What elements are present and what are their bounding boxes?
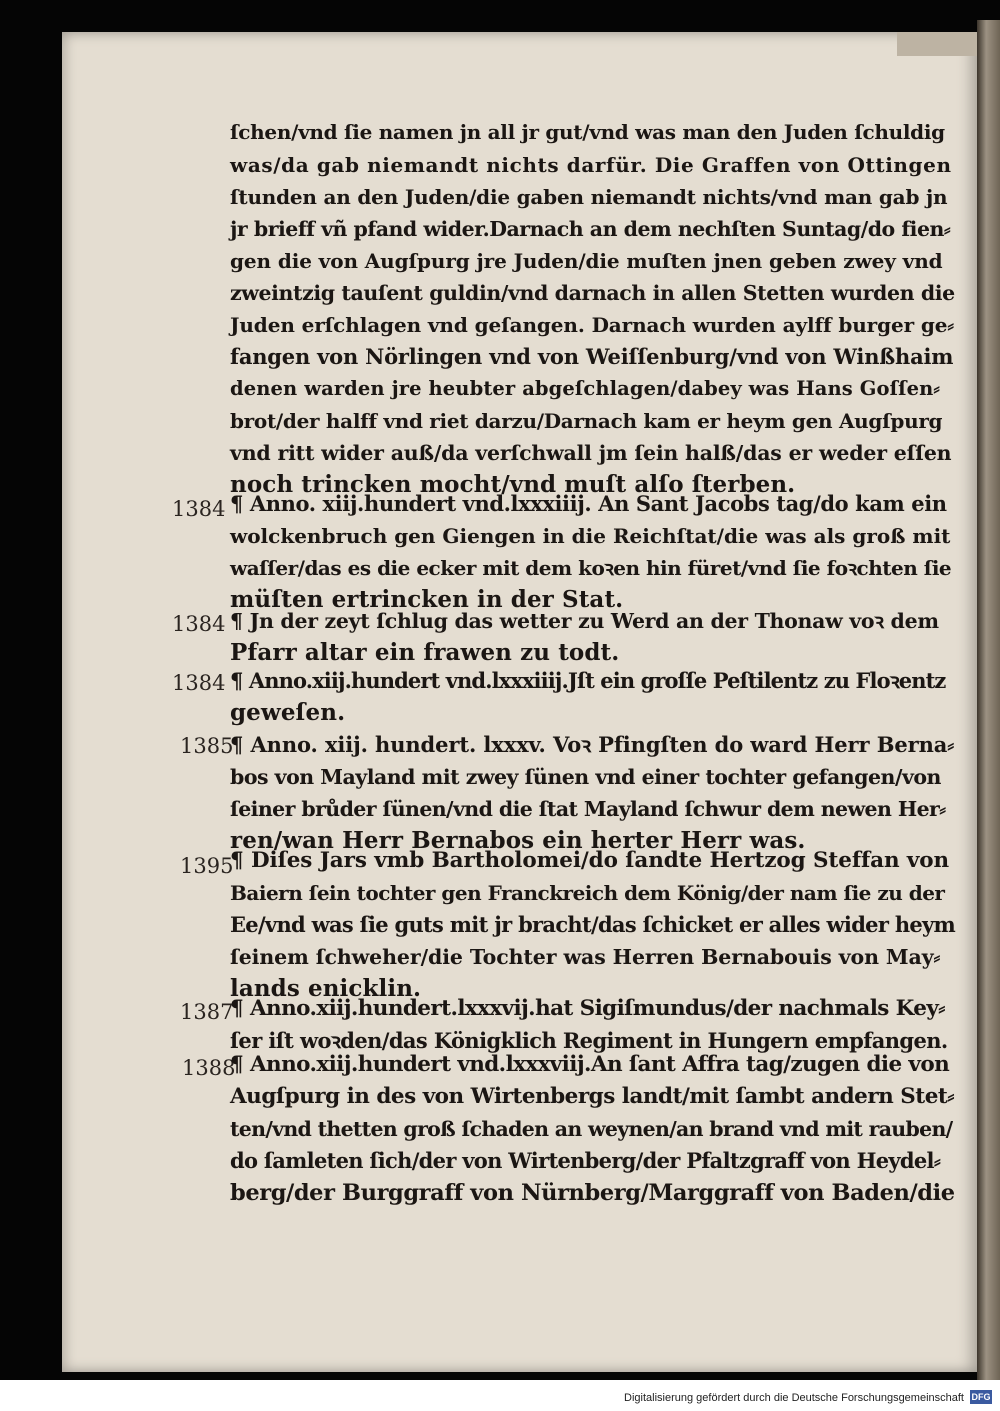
text-line: ¶ Diſes Jars vmb Bartholomei/do ſandte Hertzog Steffan von bbox=[230, 848, 950, 873]
year-marker: 1388 bbox=[182, 1056, 236, 1080]
text-line: müſten ertrincken in der Stat. bbox=[230, 586, 624, 613]
year-marker: 1395 bbox=[180, 854, 234, 878]
text-line: geweſen. bbox=[230, 699, 346, 726]
text-line: ¶ Anno.xiij.hundert vnd.lxxxviij.An ſant Affra tag/zugen die von bbox=[230, 1052, 950, 1077]
text-line: denen warden jre heubter abgeſchlagen/dabey was Hans Goſſen⸗ bbox=[230, 377, 940, 400]
text-line: ren/wan Herr Bernabos ein herter Herr was. bbox=[230, 827, 806, 854]
funding-notice: Digitalisierung gefördert durch die Deutsche Forschungsgemeinschaft bbox=[624, 1392, 964, 1404]
year-marker: 1384 bbox=[172, 671, 226, 695]
year-marker: 1385 bbox=[180, 734, 234, 758]
text-line: ſeinem ſchweher/die Tochter was Herren Bernabouis von May⸗ bbox=[230, 945, 941, 969]
text-line: ¶ Anno.xiij.hundert.lxxxvij.hat Sigiſmundus/der nachmals Key⸗ bbox=[230, 996, 945, 1021]
text-line: ſeiner brůder ſünen/vnd die ſtat Mayland ſchwur dem newen Her⸗ bbox=[230, 797, 946, 821]
text-line: zweintzig tauſent guldin/vnd darnach in allen Stetten wurden die bbox=[230, 281, 955, 305]
year-marker: 1387 bbox=[180, 1000, 234, 1024]
text-line: ſer iſt woꝛden/das Königklich Regiment in Hungern empfangen. bbox=[230, 1028, 948, 1053]
text-line: ſtunden an den Juden/die gaben niemandt nichts/vnd man gab jn bbox=[230, 185, 948, 209]
text-line: jr brieff vñ pfand wider.Darnach an dem nechſten Suntag/do fien⸗ bbox=[230, 217, 951, 241]
text-line: Pfarr altar ein frawen zu todt. bbox=[230, 639, 620, 666]
text-line: brot/der halff vnd riet darzu/Darnach kam er heym gen Augſpurg bbox=[230, 409, 943, 433]
text-line: ¶ Anno. xiij. hundert. lxxxv. Voꝛ Pfingſten do ward Herr Berna⸗ bbox=[230, 732, 955, 757]
text-line: gen die von Augſpurg jre Juden/die muſten jnen geben zwey vnd bbox=[230, 249, 943, 273]
text-line: ¶ Anno.xiij.hundert vnd.lxxxiiij.Jſt ein groſſe Peſtilentz zu Floꝛentz bbox=[230, 668, 946, 693]
text-line: ¶ Jn der zeyt ſchlug das wetter zu Werd an der Thonaw voꝛ dem bbox=[230, 609, 939, 633]
text-line: Baiern ſein tochter gen Franckreich dem König/der nam ſie zu der bbox=[230, 881, 945, 905]
text-line: berg/der Burggraff von Nürnberg/Marggraff von Baden/die bbox=[230, 1180, 955, 1206]
text-line: noch trincken mocht/vnd muſt alſo ſterben. bbox=[230, 471, 796, 498]
year-marker: 1384 bbox=[172, 612, 226, 636]
text-line: ſchen/vnd ſie namen jn all jr gut/vnd was man den Juden ſchuldig bbox=[230, 120, 945, 144]
text-line: lands enicklin. bbox=[230, 975, 422, 1002]
text-line: wolckenbruch gen Giengen in die Reichſtat/die was als groß mit bbox=[230, 524, 951, 548]
text-line: ¶ Anno. xiij.hundert vnd.lxxxiiij. An Sant Jacobs tag/do kam ein bbox=[230, 491, 947, 516]
page-corner bbox=[897, 32, 977, 56]
year-marker: 1384 bbox=[172, 497, 226, 521]
text-line: waſſer/das es die ecker mit dem koꝛen hin füret/vnd ſie foꝛchten ſie bbox=[230, 556, 952, 580]
text-line: Augſpurg in des von Wirtenbergs landt/mit ſambt andern Stet⸗ bbox=[230, 1084, 955, 1109]
text-line: ten/vnd thetten groß ſchaden an weynen/an brand vnd mit rauben/ bbox=[230, 1117, 953, 1141]
text-line: Juden erſchlagen vnd geſangen. Darnach wurden aylff burger ge⸗ bbox=[230, 313, 954, 337]
dfg-logo: DFG bbox=[971, 1392, 991, 1402]
text-line: fangen von Nörlingen vnd von Weiſſenburg/vnd von Winßhaim bbox=[230, 344, 954, 369]
text-line: vnd ritt wider auß/da verſchwall jm ſein halß/das er weder eſſen bbox=[230, 441, 952, 465]
page-edge bbox=[977, 20, 1000, 1380]
text-line: bos von Mayland mit zwey ſünen vnd einer tochter gefangen/von bbox=[230, 765, 941, 789]
text-line: Ee/vnd was ſie guts mit jr bracht/das ſchicket er alles wider heym bbox=[230, 912, 956, 937]
text-line: was/da gab niemandt nichts darfür. Die Graffen von Ottingen bbox=[230, 153, 952, 177]
footer-bar bbox=[0, 1380, 1000, 1411]
text-line: do ſamleten ſich/der von Wirtenberg/der Pfaltzgraff von Heydel⸗ bbox=[230, 1148, 941, 1173]
